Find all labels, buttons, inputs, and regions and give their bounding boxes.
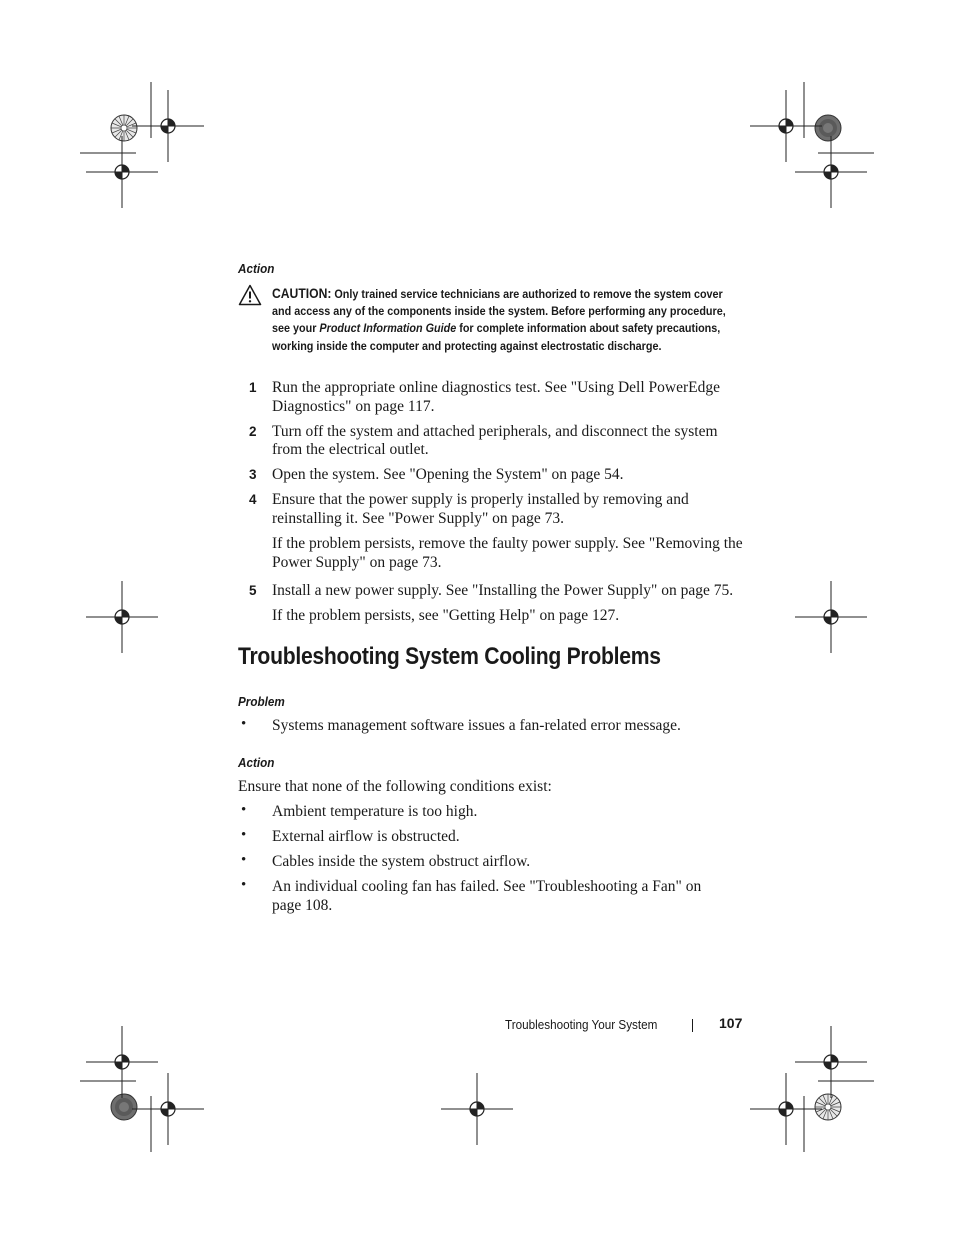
step-text: Turn off the system and attached peripherals, and disconnect the system bbox=[272, 423, 718, 440]
step-text: Install a new power supply. See "Installing the Power Supply" on page 75. bbox=[272, 582, 734, 599]
bullet-marker: • bbox=[241, 877, 247, 893]
registration-mark-icon bbox=[750, 1073, 822, 1145]
step-note: If the problem persists, see "Getting Help" on page 127. bbox=[272, 607, 620, 624]
section-title: Troubleshooting System Cooling Problems bbox=[238, 643, 661, 670]
list-item: Ambient temperature is too high. bbox=[272, 803, 478, 820]
registration-mark-icon bbox=[86, 136, 158, 208]
step-text: Open the system. See "Opening the System" on page 54. bbox=[272, 466, 624, 483]
problem-label: Problem bbox=[238, 694, 285, 709]
registration-mark-icon bbox=[441, 1073, 513, 1145]
step-text: reinstalling it. See "Power Supply" on page 73. bbox=[272, 510, 565, 527]
step-number: 1 bbox=[249, 380, 257, 395]
step-text: Ensure that the power supply is properly installed by removing and bbox=[272, 491, 689, 508]
step-number: 5 bbox=[249, 583, 257, 598]
registration-mark-icon bbox=[132, 90, 204, 162]
caution-notice bbox=[272, 285, 740, 355]
step-text: from the electrical outlet. bbox=[272, 441, 429, 458]
step-number: 3 bbox=[249, 467, 257, 482]
action-label: Action bbox=[238, 261, 275, 276]
page-number: 107 bbox=[719, 1015, 743, 1031]
color-wheel-icon bbox=[111, 1094, 137, 1120]
step-text: Diagnostics" on page 117. bbox=[272, 398, 435, 415]
color-wheel-icon bbox=[111, 115, 137, 141]
product-information-guide: Product Information Guide bbox=[319, 321, 457, 336]
registration-mark-icon bbox=[795, 581, 867, 653]
registration-mark-icon bbox=[86, 1026, 158, 1098]
registration-mark-icon bbox=[750, 90, 822, 162]
caution-body: Only trained service technicians are authorized to remove the system cover and access any of the components inside the system. Before performing any procedure, see your bbox=[272, 287, 726, 336]
bullet-marker: • bbox=[241, 716, 247, 732]
list-item: External airflow is obstructed. bbox=[272, 828, 460, 845]
bullet-marker: • bbox=[241, 827, 247, 843]
caution-body-end: for complete information about safety precautions, working inside the computer and protecting against electrostatic discharge. bbox=[272, 321, 721, 353]
list-item: An individual cooling fan has failed. See "Troubleshooting a Fan" on bbox=[272, 878, 702, 895]
action-label: Action bbox=[238, 755, 275, 770]
step-note: Power Supply" on page 73. bbox=[272, 554, 442, 571]
list-item: page 108. bbox=[272, 897, 333, 914]
registration-mark-icon bbox=[795, 136, 867, 208]
step-note: If the problem persists, remove the faulty power supply. See "Removing the bbox=[272, 535, 743, 552]
list-item: Systems management software issues a fan-related error message. bbox=[272, 717, 681, 734]
warning-triangle-icon bbox=[238, 284, 262, 306]
step-number: 2 bbox=[249, 424, 257, 439]
registration-mark-icon bbox=[795, 1026, 867, 1098]
footer-divider bbox=[692, 1019, 693, 1032]
bullet-marker: • bbox=[241, 802, 247, 818]
list-item: Cables inside the system obstruct airflow. bbox=[272, 853, 531, 870]
step-number: 4 bbox=[249, 492, 257, 507]
color-wheel-icon bbox=[815, 115, 841, 141]
color-wheel-icon bbox=[815, 1094, 841, 1120]
caution-word: CAUTION: bbox=[272, 286, 332, 301]
footer-chapter: Troubleshooting Your System bbox=[505, 1017, 658, 1032]
bullet-marker: • bbox=[241, 852, 247, 868]
action-intro: Ensure that none of the following conditions exist: bbox=[238, 778, 552, 795]
registration-mark-icon bbox=[86, 581, 158, 653]
step-text: Run the appropriate online diagnostics test. See "Using Dell PowerEdge bbox=[272, 379, 720, 396]
registration-mark-icon bbox=[132, 1073, 204, 1145]
